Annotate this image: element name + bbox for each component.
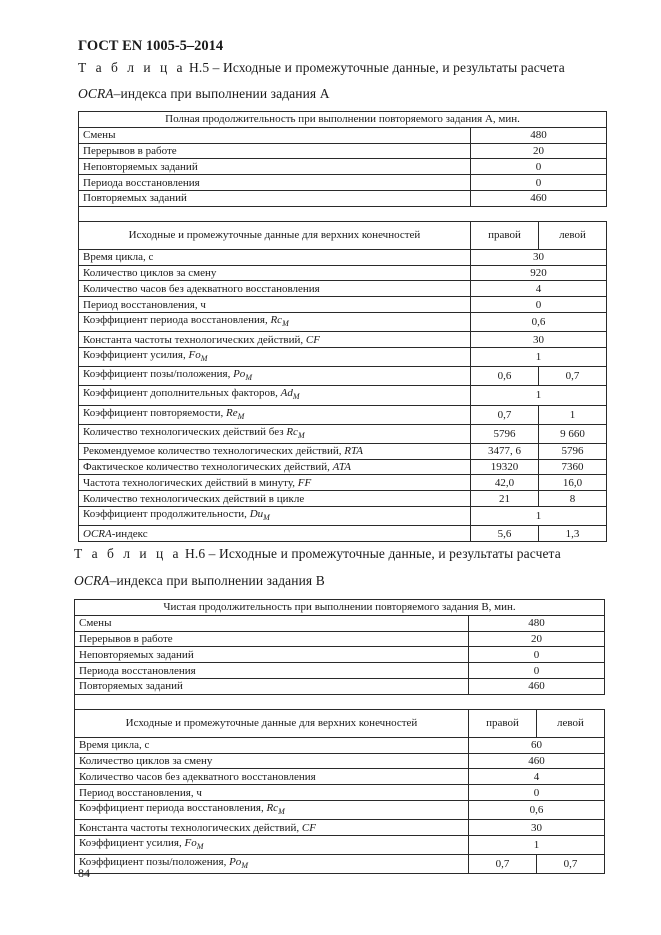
row-label-text: Коэффициент дополнительных факторов, xyxy=(83,387,281,400)
table-row xyxy=(79,443,607,459)
row-label xyxy=(79,386,471,405)
table-gap-cell xyxy=(75,694,605,709)
row-value: 30 xyxy=(471,332,607,348)
row-symbol: Fo xyxy=(184,836,197,849)
table-row xyxy=(75,615,605,631)
row-label xyxy=(79,507,471,526)
row-value-right: 5796 xyxy=(471,424,539,443)
table-row xyxy=(79,459,607,475)
table-row xyxy=(79,491,607,507)
row-label-text: Константа частоты технологических действий, xyxy=(83,333,306,346)
table-5-caption-prefix: Т а б л и ц а xyxy=(78,60,186,75)
table-6 xyxy=(74,599,605,874)
row-label-text: Время цикла, с xyxy=(83,251,154,264)
table-row xyxy=(79,367,607,386)
row-symbol: FF xyxy=(297,476,312,489)
row-value: 1 xyxy=(469,835,605,854)
table-gap-row xyxy=(75,694,605,709)
table-row xyxy=(79,190,607,206)
row-value-right: 5,6 xyxy=(471,526,539,542)
row-value: 0 xyxy=(471,297,607,313)
table-row xyxy=(79,526,607,542)
row-value-right: 3477, 6 xyxy=(471,443,539,459)
row-symbol-subscript: M xyxy=(196,842,204,852)
table-6-caption xyxy=(74,546,561,562)
row-label-text: Период восстановления, ч xyxy=(83,298,206,311)
row-label xyxy=(75,800,469,819)
row-value-left: 8 xyxy=(539,491,607,507)
row-value-right: 42,0 xyxy=(471,475,539,491)
row-symbol: CF xyxy=(301,821,316,834)
sub-header-row xyxy=(79,221,607,249)
row-label xyxy=(79,332,471,348)
sub-header-left: левой xyxy=(539,221,607,249)
row-value: 4 xyxy=(471,281,607,297)
row-label: Повторяемых заданий xyxy=(79,190,471,206)
table-6-caption-prefix: Т а б л и ц а xyxy=(74,546,182,561)
row-value-left: 1,3 xyxy=(539,526,607,542)
row-symbol: Po xyxy=(229,856,242,869)
row-value: 460 xyxy=(469,753,605,769)
row-label xyxy=(79,526,471,542)
row-label: Смены xyxy=(79,127,471,143)
table-row xyxy=(79,281,607,297)
row-label: Перерывов в работе xyxy=(79,143,471,159)
row-value-left: 1 xyxy=(539,405,607,424)
row-symbol: OCRA xyxy=(83,527,112,540)
row-symbol: CF xyxy=(305,333,320,346)
row-symbol: Fo xyxy=(188,348,201,361)
row-symbol: Rc xyxy=(286,425,298,438)
table-row xyxy=(75,753,605,769)
table-row xyxy=(75,800,605,819)
row-label-suffix: -индекс xyxy=(111,527,148,540)
table-row xyxy=(79,143,607,159)
row-label xyxy=(79,347,471,366)
row-value-right: 0,7 xyxy=(469,855,537,874)
row-value-left: 5796 xyxy=(539,443,607,459)
row-value-left: 16,0 xyxy=(539,475,607,491)
table-row xyxy=(79,265,607,281)
row-label xyxy=(79,297,471,313)
row-label xyxy=(79,491,471,507)
row-label xyxy=(79,367,471,386)
row-label xyxy=(75,835,469,854)
row-symbol: RTA xyxy=(344,445,363,458)
table-5-caption-rest: Н.5 – Исходные и промежуточные данные, и результаты расчета xyxy=(185,60,565,75)
sub-header-left: левой xyxy=(537,709,605,737)
row-symbol-subscript: M xyxy=(241,861,248,871)
row-value: 20 xyxy=(471,143,607,159)
table-gap-row xyxy=(79,206,607,221)
row-label xyxy=(79,249,471,265)
row-label-text: Рекомендуемое количество технологических действий, xyxy=(83,445,345,458)
row-symbol: ATA xyxy=(332,461,351,474)
row-label-text: Количество циклов за смену xyxy=(79,754,213,767)
sub-header-right: правой xyxy=(469,709,537,737)
row-label xyxy=(79,312,471,331)
row-label: Повторяемых заданий xyxy=(75,678,469,694)
table-row xyxy=(75,835,605,854)
table-row xyxy=(79,332,607,348)
table-row xyxy=(79,405,607,424)
row-value: 1 xyxy=(471,507,607,526)
row-symbol-subscript: M xyxy=(292,392,300,402)
row-label-text: Коэффициент позы/положения, xyxy=(83,368,234,381)
table-6-caption-ocra: OCRA xyxy=(74,573,110,588)
row-symbol-subscript: M xyxy=(237,411,245,421)
row-symbol-subscript: M xyxy=(297,430,305,440)
row-value: 0 xyxy=(471,175,607,191)
row-value: 480 xyxy=(469,615,605,631)
row-symbol: Du xyxy=(249,508,264,521)
sub-header-right: правой xyxy=(471,221,539,249)
table-row xyxy=(79,312,607,331)
row-label xyxy=(75,785,469,801)
row-label xyxy=(79,281,471,297)
row-label xyxy=(75,855,469,874)
page-number: 84 xyxy=(78,866,90,880)
row-label: Периода восстановления xyxy=(79,175,471,191)
table-row xyxy=(79,159,607,175)
table-row xyxy=(75,855,605,874)
row-label-text: Константа частоты технологических действий, xyxy=(79,821,302,834)
document-code: ГОСТ EN 1005-5–2014 xyxy=(78,38,224,54)
row-label-text: Количество технологических действий без xyxy=(83,425,287,438)
row-label xyxy=(79,265,471,281)
row-label xyxy=(79,459,471,475)
row-label-text: Коэффициент усилия, xyxy=(79,836,185,849)
row-label: Периода восстановления xyxy=(75,663,469,679)
table-row xyxy=(75,785,605,801)
row-symbol-subscript: M xyxy=(200,354,208,364)
row-symbol: Ad xyxy=(280,387,293,400)
table-6-caption-line2 xyxy=(74,573,325,589)
sub-header-label: Исходные и промежуточные данные для верхних конечностей xyxy=(75,709,469,737)
row-label-text: Период восстановления, ч xyxy=(79,786,202,799)
table-row xyxy=(75,820,605,836)
row-label xyxy=(79,475,471,491)
row-value: 0,6 xyxy=(469,800,605,819)
table-5 xyxy=(78,111,607,542)
row-label xyxy=(75,753,469,769)
row-value: 0 xyxy=(469,663,605,679)
row-label-text: Время цикла, с xyxy=(79,739,150,752)
row-label: Неповторяемых заданий xyxy=(79,159,471,175)
table-row xyxy=(79,475,607,491)
row-value-left: 9 660 xyxy=(539,424,607,443)
row-label xyxy=(75,820,469,836)
table-row xyxy=(79,297,607,313)
row-value: 60 xyxy=(469,737,605,753)
table-5-caption-line2-rest: –индекса при выполнении задания А xyxy=(113,86,330,101)
row-value-right: 21 xyxy=(471,491,539,507)
row-label-text: Количество часов без адекватного восстановления xyxy=(83,282,320,295)
table-row xyxy=(79,127,607,143)
sub-header-label: Исходные и промежуточные данные для верхних конечностей xyxy=(79,221,471,249)
table-row xyxy=(75,647,605,663)
row-symbol-subscript: M xyxy=(282,319,289,329)
row-label-text: Количество технологических действий в цикле xyxy=(83,492,305,505)
row-value-right: 0,7 xyxy=(471,405,539,424)
row-value-left: 0,7 xyxy=(539,367,607,386)
row-label-text: Коэффициент повторяемости, xyxy=(83,406,226,419)
row-label xyxy=(75,769,469,785)
table-title: Чистая продолжительность при выполнении повторяемого задания В, мин. xyxy=(75,600,605,616)
row-value: 0,6 xyxy=(471,312,607,331)
table-row xyxy=(75,631,605,647)
table-gap-cell xyxy=(79,206,607,221)
table-row xyxy=(79,175,607,191)
row-label-text: Коэффициент периода восстановления, xyxy=(83,313,271,326)
row-value: 0 xyxy=(469,647,605,663)
row-value: 1 xyxy=(471,386,607,405)
row-label: Смены xyxy=(75,615,469,631)
row-label xyxy=(75,737,469,753)
table-title-row xyxy=(75,600,605,616)
row-label-text: Коэффициент продолжительности, xyxy=(83,508,250,521)
table-row xyxy=(79,507,607,526)
row-label: Неповторяемых заданий xyxy=(75,647,469,663)
row-value: 30 xyxy=(469,820,605,836)
row-symbol-subscript: M xyxy=(263,513,270,523)
row-value: 460 xyxy=(471,190,607,206)
row-label-text: Частота технологических действий в минуту, xyxy=(83,476,298,489)
table-row xyxy=(79,347,607,366)
row-label-text: Количество часов без адекватного восстановления xyxy=(79,770,316,783)
row-symbol-subscript: M xyxy=(278,807,285,817)
table-6-body xyxy=(75,600,605,874)
row-label-text: Количество циклов за смену xyxy=(83,266,217,279)
table-row xyxy=(75,678,605,694)
row-symbol: Po xyxy=(233,368,246,381)
row-symbol: Rc xyxy=(266,801,279,814)
row-label xyxy=(79,405,471,424)
row-label-text: Коэффициент позы/положения, xyxy=(79,856,230,869)
table-5-body xyxy=(79,112,607,542)
table-row xyxy=(75,737,605,753)
sub-header-row xyxy=(75,709,605,737)
row-label-text: Коэффициент усилия, xyxy=(83,348,189,361)
table-title-row xyxy=(79,112,607,128)
table-5-caption-line2 xyxy=(78,86,330,102)
table-title: Полная продолжительность при выполнении повторяемого задания А, мин. xyxy=(79,112,607,128)
row-value-left: 0,7 xyxy=(537,855,605,874)
row-value: 460 xyxy=(469,678,605,694)
row-symbol-subscript: M xyxy=(245,373,252,383)
row-value: 0 xyxy=(469,785,605,801)
table-5-caption xyxy=(78,60,565,76)
row-label-text: Фактическое количество технологических действий, xyxy=(83,461,333,474)
row-value-right: 19320 xyxy=(471,459,539,475)
row-symbol: Rc xyxy=(270,313,283,326)
row-value: 30 xyxy=(471,249,607,265)
row-symbol: Re xyxy=(225,406,238,419)
row-value: 4 xyxy=(469,769,605,785)
row-value: 20 xyxy=(469,631,605,647)
row-value-left: 7360 xyxy=(539,459,607,475)
table-row xyxy=(79,386,607,405)
row-label: Перерывов в работе xyxy=(75,631,469,647)
table-row xyxy=(79,424,607,443)
table-row xyxy=(79,249,607,265)
table-6-caption-line2-rest: –индекса при выполнении задания В xyxy=(109,573,325,588)
row-label xyxy=(79,443,471,459)
table-6-caption-rest: Н.6 – Исходные и промежуточные данные, и результаты расчета xyxy=(181,546,561,561)
row-value-right: 0,6 xyxy=(471,367,539,386)
row-value: 1 xyxy=(471,347,607,366)
row-label-text: Коэффициент периода восстановления, xyxy=(79,801,267,814)
table-row xyxy=(75,769,605,785)
table-5-caption-ocra: OCRA xyxy=(78,86,114,101)
row-value: 480 xyxy=(471,127,607,143)
row-label xyxy=(79,424,471,443)
table-row xyxy=(75,663,605,679)
row-value: 0 xyxy=(471,159,607,175)
row-value: 920 xyxy=(471,265,607,281)
